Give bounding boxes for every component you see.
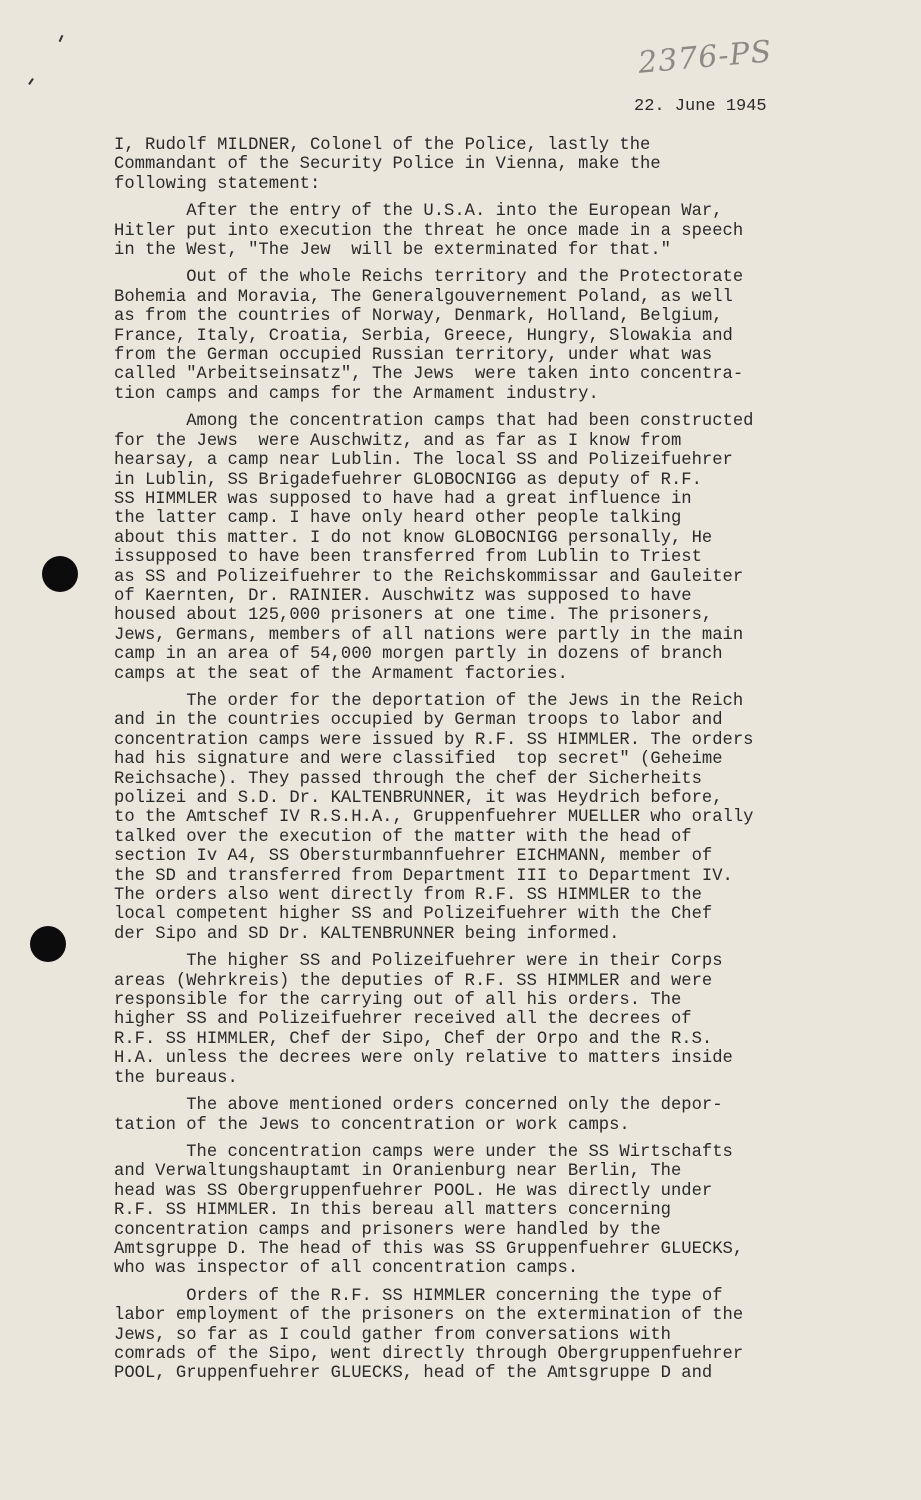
paragraph: The order for the deportation of the Jews in the Reich and in the countries occupied by German troops to labor and concentration camps were issued by R.F. SS HIMMLER. The orders had his signature and were classified top secret" (Geheime Reichsache). They passed through the chef der Sicherheits polizei and S.D. Dr. KALTENBRUNNER, it was Heydrich before, to the Amtschef IV R.S.H.A., Gruppenfuehrer MUELLER who orally talked over the execution of the matter with the head of section Iv A4, SS Obersturmbannfuehrer EICHMANN, member of the SD and transferred from Department III to Department IV. The orders also went directly from R.F. SS HIMMLER to the local competent higher SS and Polizeifuehrer with the Chef der Sipo and SD Dr. KALTENBRUNNER being informed. (114, 691, 754, 944)
paragraph: Out of the whole Reichs territory and the Protectorate Bohemia and Moravia, The Generalgouvernement Poland, as well as from the countries of Norway, Denmark, Holland, Belgium, France, Italy, Croatia, Serbia, Greece, Hungry, Slowakia and from the German occupied Russian territory, under what was called "Arbeitseinsatz", The Jews were taken into concentra- tion camps and camps for the Armament industry. (114, 268, 744, 404)
paragraph: The concentration camps were under the SS Wirtschafts and Verwaltungshauptamt in Oranienburg near Berlin, The head was SS Obergruppenfuehrer POOL. He was directly under R.F. SS HIMMLER. In this bereau all matters concerning concentration camps and prisoners were handled by the Amtsgruppe D. The head of this was SS Gruppenfuehrer GLUECKS, who was inspector of all concentration camps. (114, 1142, 744, 1279)
handwritten-document-number: 2376-PS (636, 34, 774, 81)
ink-mark (59, 35, 64, 42)
paragraph-intro: I, Rudolf MILDNER, Colonel of the Police, lastly the Commandant of the Security Police in Vienna, make the following statement: (114, 136, 661, 194)
paragraph: After the entry of the U.S.A. into the European War, Hitler put into execution the threat he once made in a speech in the West, "The Jew will be exterminated for that." (114, 202, 744, 261)
document-date: 22. June 1945 (634, 97, 767, 116)
paragraph: The higher SS and Polizeifuehrer were in their Corps areas (Wehrkreis) the deputies of R.F. SS HIMMLER and were responsible for the carrying out of all his orders. The higher SS and Polizeifuehrer received all the decrees of R.F. SS HIMMLER, Chef der Sipo, Chef der Orpo and the R.S. H.A. unless the decrees were only relative to matters inside the bureaus. (114, 952, 733, 1088)
punch-hole (30, 926, 66, 962)
ink-mark (28, 78, 34, 85)
statement-body (114, 136, 874, 1392)
paragraph: The above mentioned orders concerned only the depor- tation of the Jews to concentration or work camps. (114, 1096, 723, 1135)
punch-hole (42, 556, 78, 592)
paragraph: Among the concentration camps that had been constructed for the Jews were Auschwitz, and as far as I know from hearsay, a camp near Lublin. The local SS and Polizeifuehrer in Lublin, SS Brigadefuehrer GLOBOCNIGG as deputy of R.F. SS HIMMLER was supposed to have had a great influence in the latter camp. I have only heard other people talking about this matter. I do not know GLOBOCNIGG personally, He issupposed to have been transferred from Lublin to Triest as SS and Polizeifuehrer to the Reichskommissar and Gauleiter of Kaernten, Dr. RAINIER. Auschwitz was supposed to have housed about 125,000 prisoners at one time. The prisoners, Jews, Germans, members of all nations were partly in the main camp in an area of 54,000 morgen partly in dozens of branch camps at the seat of the Armament factories. (114, 412, 754, 684)
paragraph: Orders of the R.F. SS HIMMLER concerning the type of labor employment of the prisoners on the extermination of the Jews, so far as I could gather from conversations with comrads of the Sipo, went directly through Obergruppenfuehrer POOL, Gruppenfuehrer GLUECKS, head of the Amtsgruppe D and (114, 1286, 744, 1384)
